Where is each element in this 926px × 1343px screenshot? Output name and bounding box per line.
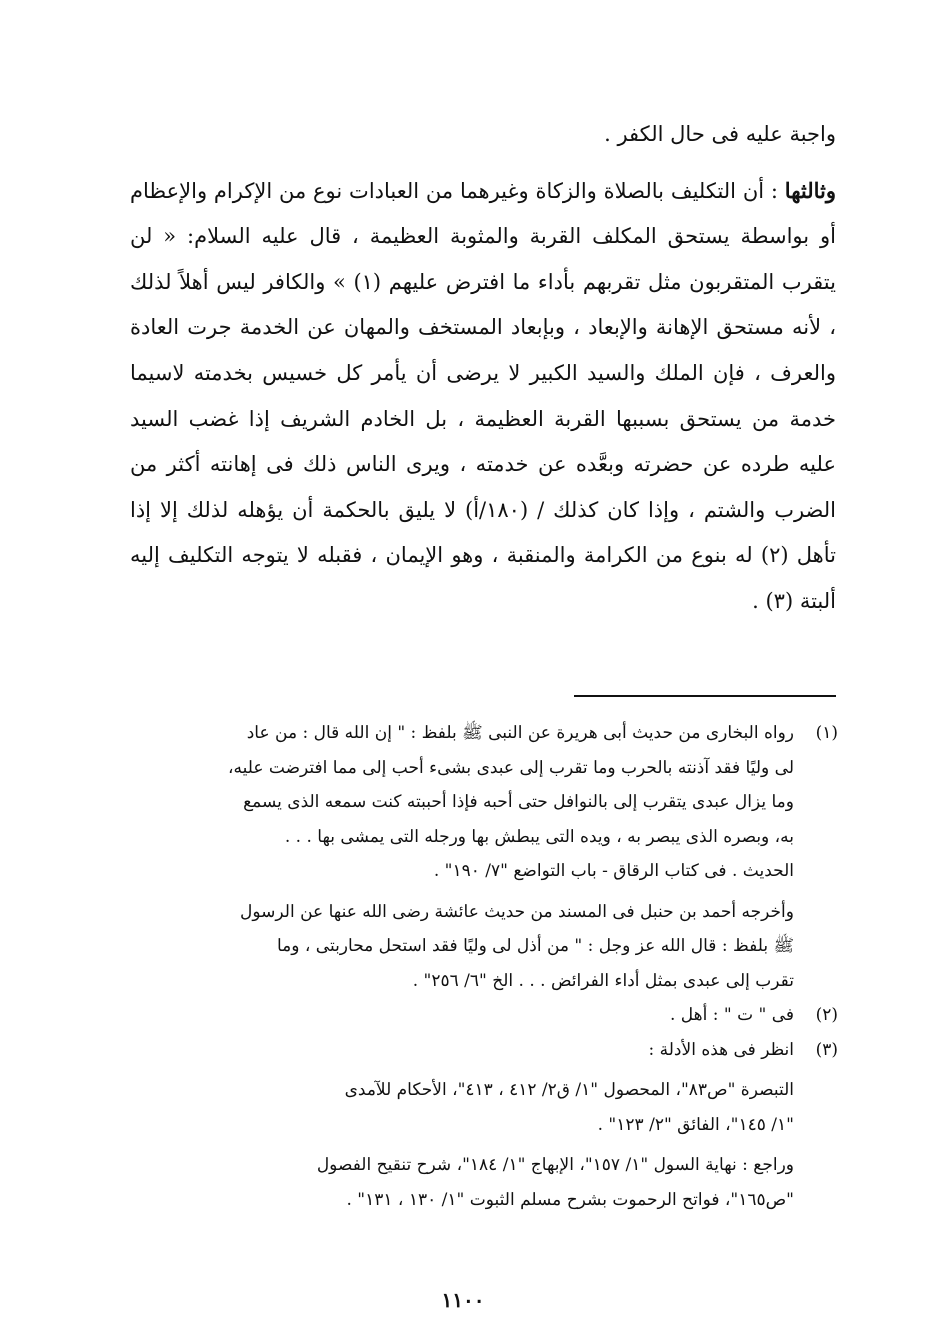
footnote-line: ﷺ بلفظ : قال الله عز وجل : " من أذل لى وليًا فقد استحل محاربتى ، وما <box>276 936 794 956</box>
footnote-3 <box>130 1033 838 1068</box>
footnote-line: به، وبصره الذى يبصر به ، ويده التى يبطش بها ورجله التى يمشى بها . . . <box>284 826 794 847</box>
footnote-1-body <box>130 716 794 889</box>
paragraph-1: واجبة عليه فى حال الكفر . <box>604 122 836 146</box>
footnote-2 <box>130 998 838 1033</box>
footnote-2-number: (٢) <box>815 1005 838 1025</box>
footnote-line: فى " ت " : أهل . <box>669 1005 794 1025</box>
footnote-separator <box>574 695 836 697</box>
footnote-1-number: (١) <box>815 723 838 743</box>
footnote-3-number: (٣) <box>815 1039 838 1060</box>
paragraph-2-lead: وثالثها <box>784 177 836 203</box>
footnote-line: التبصرة "ص٨٣"، المحصول "١/ ق٢/ ٤١٢ ، ٤١٣"، الأحكام للآمدى <box>344 1080 794 1100</box>
footnote-line: تقرب إلى عبدى بمثل أداء الفرائض . . . الخ "٦/ ٢٥٦" . <box>412 970 794 991</box>
footnote-3-sources-2 <box>130 1148 838 1217</box>
paragraph-2-text: : أن التكليف بالصلاة والزكاة وغيرهما من العبادات نوع من الإكرام والإعظام أو بواسطة يستحق المكلف القربة والمثوبة العظيمة ، قال عليه السلام: « لن يتقرب المتقربون مثل تقربهم بأداء ما افترض عليهم (١) » والكافر ليس أهلاً لذلك ، لأنه مستحق الإهانة والإبعاد ، وبإبعاد المستخف والمهان عن الخدمة جرت العادة والعرف ، فإن الملك والسيد الكبير لا يرضى أن يأمر كل خسيس بخدمته لاسيما خدمة من يستحق بسببها القربة العظيمة ، بل الخادم الشريف إذا غضب السيد عليه طرده عن حضرته وبعَّده عن خدمته ، ويرى الناس ذلك فى إهانته أكثر من الضرب والشتم ، وإذا كان كذلك / (١٨٠/أ) لا يليق بالحكمة أن يؤهله لذلك إلا إذا تأهل (٢) له بنوع من الكرامة والمنقبة ، وهو الإيمان ، فقبله لا يتوجه التكليف إليه ألبتة (٣) . <box>130 178 836 613</box>
footnote-line: انظر فى هذه الأدلة : <box>648 1039 794 1060</box>
footnote-3-sources-1 <box>130 1073 838 1142</box>
footnote-line: وما يزال عبدى يتقرب إلى بالنوافل حتى أحبه فإذا أحببته كنت سمعه الذى يسمع <box>243 792 794 812</box>
footnote-1 <box>130 716 838 889</box>
footnote-line: "١/ ١٤٥"، الفائق "٢/ ١٢٣" . <box>597 1114 794 1135</box>
footnote-line: "ص١٦٥"، فواتح الرحموت بشرح مسلم الثبوت "١/ ١٣٠ ، ١٣١" . <box>346 1189 794 1210</box>
footnote-line: وراجع : نهاية السول "١/ ١٥٧"، الإبهاج "١/ ١٨٤"، شرح تنقيح الفصول <box>316 1155 794 1175</box>
footnote-line: الحديث . فى كتاب الرقاق - باب التواضع "٧/ ١٩٠" . <box>433 861 794 881</box>
footnote-line: وأخرجه أحمد بن حنبل فى المسند من حديث عائشة رضى الله عنها عن الرسول <box>240 901 794 922</box>
footnotes <box>130 716 838 1217</box>
footnote-2-body <box>130 998 794 1033</box>
paragraph-2 <box>130 168 836 625</box>
main-text <box>130 112 836 625</box>
page-number: ١١٠٠ <box>441 1288 485 1312</box>
footnote-line: لى وليًا فقد آذنته بالحرب وما تقرب إلى عبدى بشىء أحب إلى مما افترضت عليه، <box>227 757 794 778</box>
footnote-3-body <box>130 1033 794 1068</box>
footnote-1-continuation <box>130 895 838 999</box>
footnote-line: رواه البخارى من حديث أبى هريرة عن النبى ﷺ بلفظ : " إن الله قال : من عاد <box>246 723 794 743</box>
